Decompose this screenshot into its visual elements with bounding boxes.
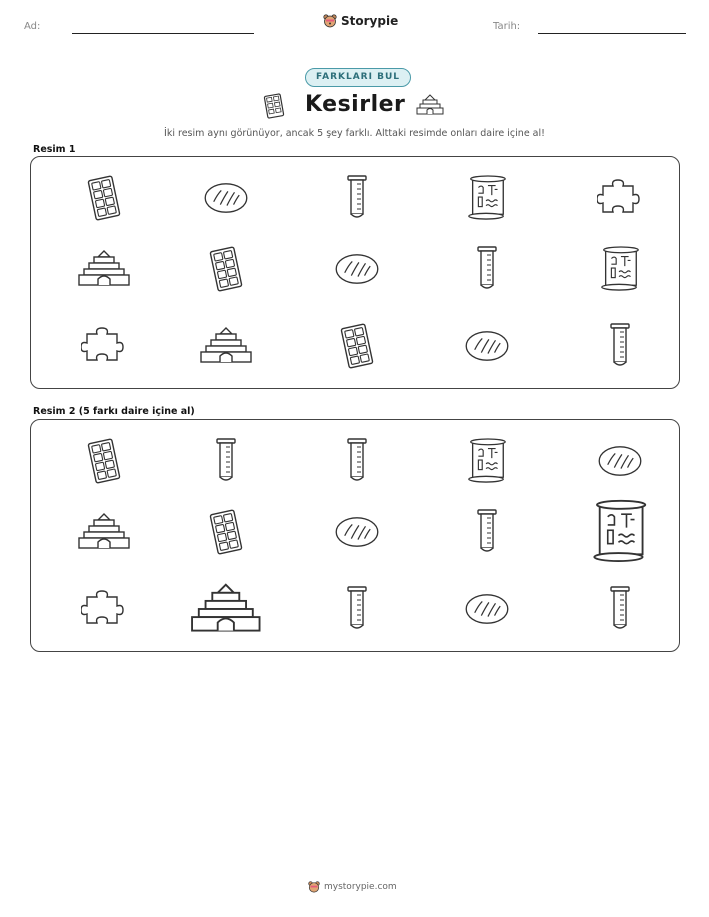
footer-url[interactable]: mystorypie.com: [324, 882, 397, 892]
picture2-label: Resim 2 (5 farkı daire içine al): [33, 406, 195, 417]
pyramid-icon[interactable]: [198, 326, 254, 366]
column-icon[interactable]: [475, 245, 499, 293]
chocolate-bar-icon[interactable]: [206, 509, 246, 555]
chocolate-bar-icon[interactable]: [84, 438, 124, 484]
column-icon[interactable]: [345, 437, 369, 485]
bear-icon: [308, 881, 320, 893]
bear-icon: [323, 14, 337, 28]
instructions-text: İki resim aynı görünüyor, ancak 5 şey farklı. Alttaki resimde onları daire içine al!: [164, 128, 545, 139]
puzzle-piece-icon[interactable]: [597, 178, 643, 218]
scroll-icon[interactable]: [465, 437, 509, 485]
date-label: Tarih:: [493, 21, 521, 32]
pyramid-icon[interactable]: [76, 249, 132, 289]
column-icon[interactable]: [214, 437, 238, 485]
picture1-label: Resim 1: [33, 144, 76, 155]
date-line[interactable]: [538, 33, 686, 34]
pyramid-icon: [414, 93, 446, 117]
name-line[interactable]: [72, 33, 254, 34]
column-icon[interactable]: [608, 322, 632, 370]
bread-icon[interactable]: [463, 592, 511, 626]
scroll-icon[interactable]: [589, 498, 651, 565]
puzzle-piece-icon[interactable]: [81, 326, 127, 366]
chocolate-bar-icon[interactable]: [337, 323, 377, 369]
scroll-icon[interactable]: [465, 174, 509, 222]
chocolate-bar-icon[interactable]: [206, 246, 246, 292]
chocolate-bar-icon[interactable]: [84, 175, 124, 221]
scroll-icon[interactable]: [598, 245, 642, 293]
column-icon[interactable]: [475, 508, 499, 556]
puzzle-piece-icon[interactable]: [81, 589, 127, 629]
activity-badge: FARKLARI BUL: [305, 68, 411, 87]
footer: [308, 881, 397, 893]
pyramid-icon[interactable]: [188, 582, 264, 636]
brand-logo: [323, 14, 398, 28]
bread-icon[interactable]: [463, 329, 511, 363]
page-title: Kesirler: [305, 92, 406, 117]
column-icon[interactable]: [345, 174, 369, 222]
bread-icon[interactable]: [333, 252, 381, 286]
pyramid-icon[interactable]: [76, 512, 132, 552]
bread-icon[interactable]: [202, 181, 250, 215]
name-label: Ad:: [24, 21, 41, 32]
column-icon[interactable]: [608, 585, 632, 633]
chocolate-bar-icon: [263, 93, 285, 119]
bread-icon[interactable]: [596, 444, 644, 478]
column-icon[interactable]: [345, 585, 369, 633]
brand-name: Storypie: [341, 14, 399, 28]
bread-icon[interactable]: [333, 515, 381, 549]
